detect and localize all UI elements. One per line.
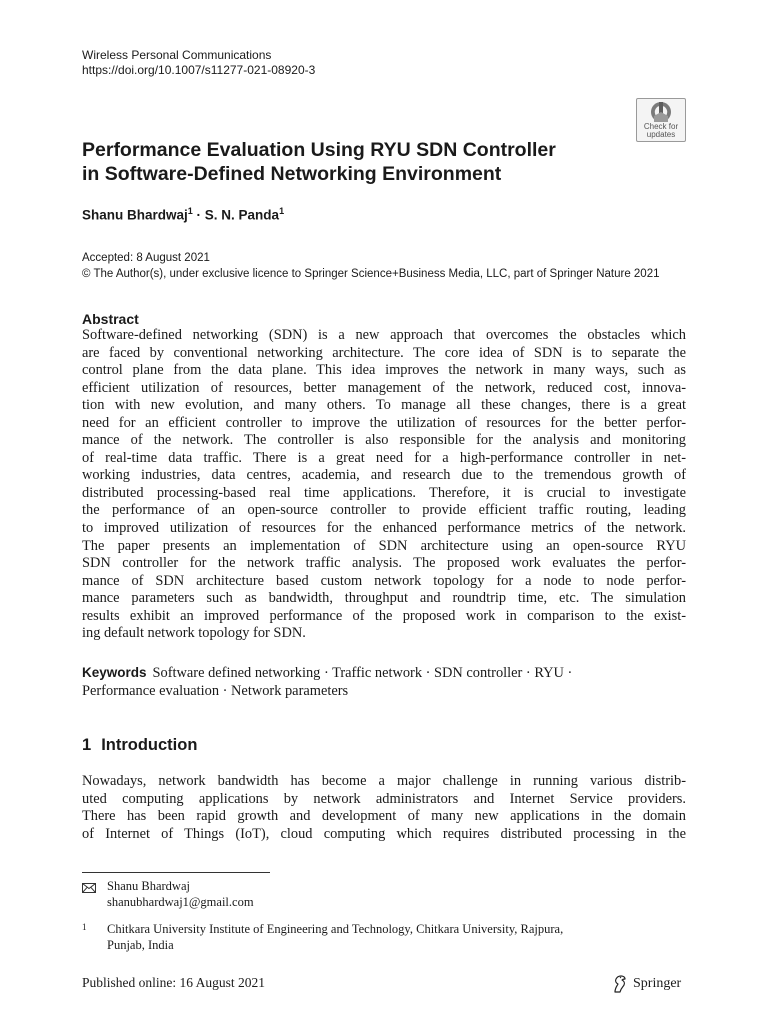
section-title: Introduction bbox=[101, 736, 198, 754]
author-separator: · bbox=[192, 207, 205, 223]
keywords bbox=[82, 664, 686, 700]
title-line-1: Performance Evaluation Using RYU SDN Controller bbox=[82, 139, 556, 161]
abstract-line: mance of SDN architecture based custom network topology for a node to node perfor- bbox=[82, 572, 686, 589]
crossmark-line1: Check for bbox=[643, 122, 679, 131]
springer-horse-icon bbox=[612, 975, 633, 993]
introduction-body bbox=[82, 773, 686, 843]
affiliation-number: 1 bbox=[82, 922, 87, 932]
crossmark-icon bbox=[637, 101, 685, 123]
abstract-line: of real-time data traffic. There is a great need for a high-performance controller in net- bbox=[82, 449, 686, 466]
author-list bbox=[82, 206, 284, 223]
author-2-affil: 1 bbox=[279, 206, 285, 216]
abstract-line: control plane from the data plane. This idea improves the network in many ways, such as bbox=[82, 362, 686, 379]
crossmark-line2: updates bbox=[646, 130, 676, 139]
check-for-updates-badge[interactable] bbox=[636, 98, 686, 142]
intro-line: uted computing applications by network administrators and Internet Service providers. bbox=[82, 790, 686, 807]
section-heading bbox=[82, 736, 197, 755]
copyright-notice: © The Author(s), under exclusive licence to Springer Science+Business Media, LLC, part of Springer Nature 2021 bbox=[82, 268, 660, 280]
affiliation-line-2: Punjab, India bbox=[107, 938, 174, 952]
abstract-line: SDN controller for the network traffic analysis. The proposed work evaluates the perfor- bbox=[82, 555, 686, 572]
section-number: 1 bbox=[82, 736, 92, 754]
keywords-label: Keywords bbox=[82, 665, 147, 680]
doi-link[interactable]: https://doi.org/10.1007/s11277-021-08920-3 bbox=[82, 63, 316, 77]
journal-header bbox=[82, 48, 315, 78]
intro-line: There has been rapid growth and development of many new applications in the domain bbox=[82, 808, 686, 825]
envelope-icon bbox=[82, 881, 96, 897]
accepted-date: Accepted: 8 August 2021 bbox=[82, 252, 210, 264]
abstract-line: to improved utilization of resources for the enhanced performance metrics of the network. bbox=[82, 520, 686, 537]
abstract-line: are faced by conventional networking architecture. The core idea of SDN is to separate the bbox=[82, 344, 686, 361]
author-1-affil: 1 bbox=[187, 206, 193, 216]
abstract-line: the performance of an open-source controller to provide efficient traffic routing, leading bbox=[82, 502, 686, 519]
abstract-line: need for an efficient controller to improve the utilization of resources for the better perfor- bbox=[82, 414, 686, 431]
abstract-line: The paper presents an implementation of SDN architecture using an open-source RYU bbox=[82, 537, 686, 554]
keywords-line-1: Software defined networking · Traffic network · SDN controller · RYU · bbox=[152, 665, 573, 681]
abstract-line: mance of the network. The controller is also responsible for the analysis and monitoring bbox=[82, 432, 686, 449]
publisher-name: Springer bbox=[633, 976, 682, 991]
intro-line: of Internet of Things (IoT), cloud computing which requires distributed processing in the bbox=[82, 825, 686, 842]
footnote-divider bbox=[82, 872, 270, 873]
affiliation-line-1: Chitkara University Institute of Engineering and Technology, Chitkara University, Rajpura, bbox=[107, 922, 564, 936]
abstract-line: results exhibit an improved performance of the proposed work in comparison to the exist- bbox=[82, 607, 686, 624]
abstract-line: Software-defined networking (SDN) is a new approach that overcomes the obstacles which bbox=[82, 327, 686, 343]
keywords-line-2: Performance evaluation · Network parameters bbox=[82, 683, 349, 699]
abstract-body bbox=[82, 327, 686, 643]
author-2[interactable]: S. N. Panda bbox=[204, 207, 280, 223]
abstract-line: tion with new evolution, and many others. To manage all these changes, there is a great bbox=[82, 397, 686, 414]
author-1[interactable]: Shanu Bhardwaj bbox=[82, 207, 188, 223]
article-dates bbox=[82, 250, 660, 282]
abstract-line: working industries, data centres, academia, and research due to the tremendous growth of bbox=[82, 467, 686, 484]
corresponding-author-name: Shanu Bhardwaj bbox=[107, 879, 190, 893]
springer-logo bbox=[612, 974, 681, 994]
intro-line: Nowadays, network bandwidth has become a major challenge in running various distrib- bbox=[82, 773, 686, 789]
title-line-2: in Software-Defined Networking Environment bbox=[82, 163, 502, 185]
abstract-line: ing default network topology for SDN. bbox=[82, 625, 306, 642]
abstract-line: distributed processing-based real time applications. Therefore, it is crucial to investigate bbox=[82, 484, 686, 501]
abstract-heading: Abstract bbox=[82, 311, 139, 327]
paper-title bbox=[82, 138, 622, 186]
published-online-date: Published online: 16 August 2021 bbox=[82, 975, 266, 990]
journal-name: Wireless Personal Communications bbox=[82, 48, 272, 62]
abstract-line: efficient utilization of resources, better management of the network, reduced cost, innova- bbox=[82, 379, 686, 396]
abstract-line: mance parameters such as bandwidth, throughput and roundtrip time, etc. The simulation bbox=[82, 590, 686, 607]
corresponding-author-email[interactable]: shanubhardwaj1@gmail.com bbox=[107, 895, 254, 909]
